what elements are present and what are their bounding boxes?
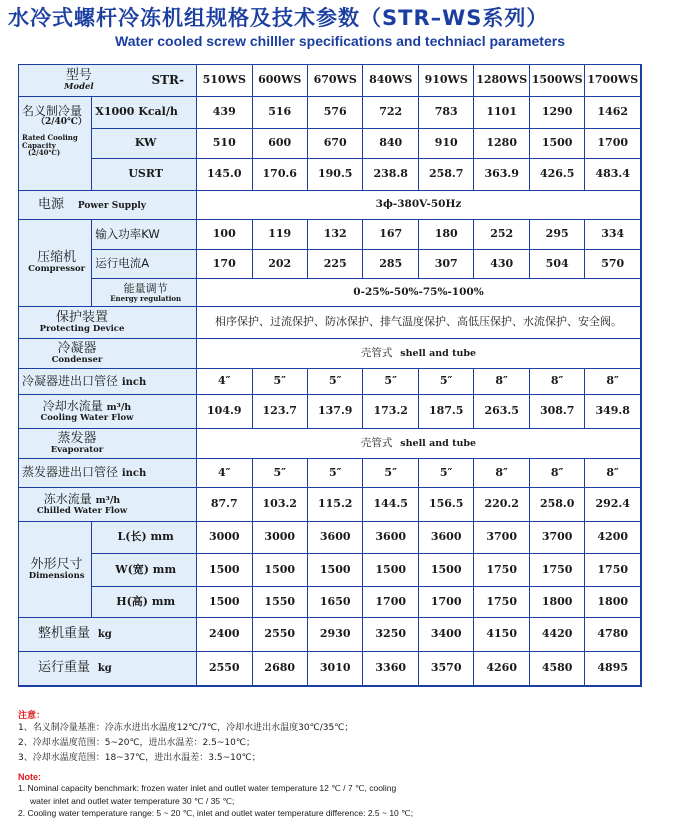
run-weight-cell: 4580 (530, 652, 585, 686)
notes-en-title: Note: (18, 772, 41, 782)
capacity-cell: 1280 (474, 129, 529, 159)
capacity-cell: 363.9 (474, 159, 529, 191)
dimensions-label-cell (19, 522, 92, 618)
notes-cn-line: 1、名义制冷量基准：冷冻水进出水温度12℃/7℃，冷却水进出水温度30℃/35℃； (18, 723, 354, 733)
cooling-flow-cell: 137.9 (308, 395, 363, 429)
dimension-cell: 1800 (530, 587, 585, 618)
condenser-pipe-row (19, 369, 641, 395)
capacity-cell: 722 (363, 97, 418, 129)
dimension-cell: 1700 (419, 587, 474, 618)
dimension-cell: 1500 (253, 554, 308, 587)
dimension-cell: 1650 (308, 587, 363, 618)
evaporator-pipe-row (19, 459, 641, 488)
model-label-cell (19, 65, 197, 97)
cooling-flow-label: 冷却水流量 m³/h Cooling Water Flow (19, 395, 197, 429)
run-weight-row (19, 652, 641, 686)
run-weight-cell: 4260 (474, 652, 529, 686)
dimension-cell: 1500 (363, 554, 418, 587)
evaporator-pipe-cell: 8″ (530, 459, 585, 488)
notes-cn-line: 3、冷却水温度范围：18~37℃，进出水温差：3.5~10℃； (18, 753, 261, 763)
dimensions-label-en: Dimensions (28, 570, 85, 581)
capacity-label-cell (19, 97, 92, 191)
dimension-cell: 3600 (419, 522, 474, 554)
spec-table (18, 64, 642, 687)
capacity-cell: 840 (363, 129, 418, 159)
capacity-usrt-row (19, 159, 641, 191)
chilled-flow-cell: 87.7 (197, 488, 252, 522)
dimension-cell: 1750 (474, 587, 529, 618)
page-title-en: Water cooled screw chilller specifications and techniacl parameters (115, 33, 565, 49)
dimension-cell: 3000 (197, 522, 252, 554)
run-weight-label: 运行重量 kg (19, 652, 197, 686)
unit-weight-cell: 3250 (363, 618, 418, 652)
notes-en (18, 772, 413, 820)
capacity-cell: 439 (197, 97, 252, 129)
cooling-flow-cell: 349.8 (585, 395, 641, 429)
notes-en-line: 2. Cooling water temperature range: 5 ~ 20 ℃, inlet and outlet water temperature difference: 2.5 ~ 10 ℃; (18, 808, 414, 818)
dimension-cell: 3600 (363, 522, 418, 554)
compressor-label-en: Compressor (28, 264, 86, 275)
cooling-flow-cell: 308.7 (530, 395, 585, 429)
dimension-cell: 1500 (197, 554, 252, 587)
capacity-cell: 516 (253, 97, 308, 129)
chilled-flow-cell: 115.2 (308, 488, 363, 522)
capacity-cell: 910 (419, 129, 474, 159)
capacity-cell: 600 (253, 129, 308, 159)
condenser-pipe-cell: 5″ (308, 369, 363, 395)
model-cell: 910WS (419, 65, 474, 97)
model-cell: 510WS (197, 65, 252, 97)
compressor-input-cell: 180 (419, 220, 474, 250)
compressor-input-row (19, 220, 641, 250)
capacity-condition: （2/40℃） (36, 117, 87, 128)
dimensions-label-cn: 外形尺寸 (30, 556, 83, 572)
notes-cn (18, 708, 353, 766)
dimension-height-row (19, 587, 641, 618)
condenser-pipe-cell: 5″ (363, 369, 418, 395)
page-title-cn: 水冷式螺杆冷冻机组规格及技术参数（STR–WS系列） (8, 6, 549, 30)
capacity-cell: 576 (308, 97, 363, 129)
run-weight-cell: 2550 (197, 652, 252, 686)
power-row (19, 191, 641, 220)
model-cell: 1700WS (585, 65, 641, 97)
dimension-cell: 1750 (530, 554, 585, 587)
dimension-cell: 1750 (585, 554, 641, 587)
unit-weight-cell: 2930 (308, 618, 363, 652)
compressor-input-cell: 100 (197, 220, 252, 250)
evaporator-pipe-cell: 5″ (253, 459, 308, 488)
compressor-input-cell: 167 (363, 220, 418, 250)
cooling-flow-cell: 104.9 (197, 395, 252, 429)
capacity-cell: 1462 (585, 97, 641, 129)
compressor-current-cell: 285 (363, 250, 418, 279)
notes-en-line: water inlet and outlet water temperature 30 ℃ / 35 ℃; (30, 795, 235, 806)
condenser-pipe-cell: 8″ (530, 369, 585, 395)
condenser-pipe-label: 冷凝器进出口管径 inch (19, 369, 197, 395)
dimension-cell: 1550 (253, 587, 308, 618)
run-weight-cell: 3570 (419, 652, 474, 686)
evaporator-label-en: Evaporator (50, 444, 104, 455)
capacity-cell: 1700 (585, 129, 641, 159)
dimension-length-row (19, 522, 641, 554)
chilled-flow-row (19, 488, 641, 522)
dimension-cell: 1500 (197, 587, 252, 618)
cooling-flow-cell: 187.5 (419, 395, 474, 429)
evaporator-pipe-cell: 5″ (308, 459, 363, 488)
capacity-cell: 670 (308, 129, 363, 159)
capacity-cell: 145.0 (197, 159, 252, 191)
chilled-flow-cell: 220.2 (474, 488, 529, 522)
dimension-width-row (19, 554, 641, 587)
cooling-flow-cell: 123.7 (253, 395, 308, 429)
compressor-label-cn: 压缩机 (37, 250, 77, 266)
run-weight-cell: 4895 (585, 652, 641, 686)
protection-label-cn: 保护装置 (55, 309, 108, 325)
model-cell: 600WS (253, 65, 308, 97)
energy-label-cn: 能量调节 (123, 281, 168, 295)
capacity-label-en: Rated Cooling Capacity (22, 133, 78, 150)
capacity-unit: USRT (92, 159, 197, 191)
compressor-current-cell: 170 (197, 250, 252, 279)
compressor-input-label: 输入功率KW (92, 220, 197, 250)
compressor-input-cell: 119 (253, 220, 308, 250)
capacity-cell: 510 (197, 129, 252, 159)
compressor-current-cell: 570 (585, 250, 641, 279)
model-cell: 670WS (308, 65, 363, 97)
protection-value: 相序保护、过流保护、防冰保护、排气温度保护、高低压保护、水流保护、安全阀。 (197, 307, 641, 339)
condenser-pipe-cell: 5″ (419, 369, 474, 395)
dimension-cell: 1800 (585, 587, 641, 618)
evaporator-row (19, 429, 641, 459)
power-label-cn: 电源 (38, 196, 65, 212)
compressor-current-cell: 504 (530, 250, 585, 279)
dimension-cell: 4200 (585, 522, 641, 554)
run-weight-cell: 2680 (253, 652, 308, 686)
compressor-energy-row (19, 279, 641, 307)
dimension-cell: 3700 (474, 522, 529, 554)
capacity-cell: 258.7 (419, 159, 474, 191)
energy-label-en: Energy regulation (110, 293, 182, 303)
protection-label-en: Protecting Device (39, 323, 125, 334)
model-cell: 1500WS (530, 65, 585, 97)
unit-weight-cell: 4420 (530, 618, 585, 652)
dimension-cell: 1750 (474, 554, 529, 587)
capacity-cell: 483.4 (585, 159, 641, 191)
unit-weight-cell: 4780 (585, 618, 641, 652)
compressor-current-row (19, 250, 641, 279)
dimension-label: H(高) mm (92, 587, 197, 618)
capacity-kcal-row (19, 97, 641, 129)
compressor-label-cell (19, 220, 92, 307)
unit-weight-cell: 2400 (197, 618, 252, 652)
evaporator-pipe-cell: 8″ (585, 459, 641, 488)
dimension-cell: 1500 (308, 554, 363, 587)
run-weight-cell: 3360 (363, 652, 418, 686)
run-weight-cell: 3010 (308, 652, 363, 686)
dimension-cell: 3000 (253, 522, 308, 554)
evaporator-label-cn: 蒸发器 (57, 430, 97, 446)
capacity-cell: 190.5 (308, 159, 363, 191)
condenser-row (19, 339, 641, 369)
model-prefix: STR- (151, 72, 185, 87)
compressor-current-cell: 430 (474, 250, 529, 279)
protection-row (19, 307, 641, 339)
capacity-cell: 238.8 (363, 159, 418, 191)
cooling-flow-row (19, 395, 641, 429)
dimension-label: W(宽) mm (92, 554, 197, 587)
compressor-current-cell: 225 (308, 250, 363, 279)
capacity-cell: 1290 (530, 97, 585, 129)
dimension-cell: 1700 (363, 587, 418, 618)
condenser-label-cell (19, 339, 197, 369)
cooling-flow-cell: 263.5 (474, 395, 529, 429)
condenser-value: 壳管式 shell and tube (197, 339, 641, 369)
unit-weight-row (19, 618, 641, 652)
power-label-cell (19, 191, 197, 220)
energy-value: 0-25%-50%-75%-100% (197, 279, 641, 307)
evaporator-pipe-cell: 4″ (197, 459, 252, 488)
notes-en-line: 1. Nominal capacity benchmark: frozen water inlet and outlet water temperature 12 ℃ / 7 ℃, cooling (18, 783, 397, 793)
capacity-cell: 1500 (530, 129, 585, 159)
dimension-cell: 3600 (308, 522, 363, 554)
evaporator-pipe-cell: 5″ (419, 459, 474, 488)
dimension-cell: 3700 (530, 522, 585, 554)
evaporator-pipe-cell: 8″ (474, 459, 529, 488)
unit-weight-cell: 2550 (253, 618, 308, 652)
model-label-en: Model (64, 81, 94, 92)
condenser-pipe-cell: 8″ (474, 369, 529, 395)
compressor-current-label: 运行电流A (92, 250, 197, 279)
model-row (19, 65, 641, 97)
model-label-cn: 型号 (65, 67, 92, 83)
compressor-input-cell: 252 (474, 220, 529, 250)
condenser-label-en: Condenser (51, 354, 103, 365)
compressor-current-cell: 307 (419, 250, 474, 279)
cooling-flow-cell: 173.2 (363, 395, 418, 429)
evaporator-value: 壳管式 shell and tube (197, 429, 641, 459)
unit-weight-cell: 3400 (419, 618, 474, 652)
power-label-en: Power Supply (77, 200, 147, 211)
capacity-cell: 426.5 (530, 159, 585, 191)
condenser-pipe-cell: 8″ (585, 369, 641, 395)
compressor-input-cell: 295 (530, 220, 585, 250)
energy-label-cell (92, 279, 197, 307)
evaporator-label-cell (19, 429, 197, 459)
dimension-label: L(长) mm (92, 522, 197, 554)
power-value: 3ϕ-380V-50Hz (197, 191, 641, 220)
protection-label-cell (19, 307, 197, 339)
compressor-input-cell: 132 (308, 220, 363, 250)
notes-cn-title: 注意： (18, 711, 46, 721)
evaporator-pipe-label: 蒸发器进出口管径 inch (19, 459, 197, 488)
condenser-label-cn: 冷凝器 (57, 340, 97, 356)
capacity-unit: KW (92, 129, 197, 159)
model-cell: 1280WS (474, 65, 529, 97)
condenser-pipe-cell: 4″ (197, 369, 252, 395)
capacity-label-cn: 名义制冷量 (22, 104, 83, 118)
chilled-flow-cell: 258.0 (530, 488, 585, 522)
notes-cn-line: 2、冷却水温度范围：5~20℃，进出水温差：2.5~10℃； (18, 738, 255, 748)
chilled-flow-label: 冻水流量 m³/h Chilled Water Flow (19, 488, 197, 522)
dimension-cell: 1500 (419, 554, 474, 587)
compressor-input-cell: 334 (585, 220, 641, 250)
condenser-pipe-cell: 5″ (253, 369, 308, 395)
chilled-flow-cell: 144.5 (363, 488, 418, 522)
capacity-cell: 783 (419, 97, 474, 129)
unit-weight-label: 整机重量 kg (19, 618, 197, 652)
capacity-cell: 1101 (474, 97, 529, 129)
capacity-unit: X1000 Kcal/h (92, 97, 197, 129)
capacity-condition-en: (2/40℃) (28, 148, 61, 158)
evaporator-pipe-cell: 5″ (363, 459, 418, 488)
chilled-flow-cell: 103.2 (253, 488, 308, 522)
chilled-flow-cell: 156.5 (419, 488, 474, 522)
capacity-cell: 170.6 (253, 159, 308, 191)
capacity-kw-row (19, 129, 641, 159)
chilled-flow-cell: 292.4 (585, 488, 641, 522)
unit-weight-cell: 4150 (474, 618, 529, 652)
compressor-current-cell: 202 (253, 250, 308, 279)
model-cell: 840WS (363, 65, 418, 97)
